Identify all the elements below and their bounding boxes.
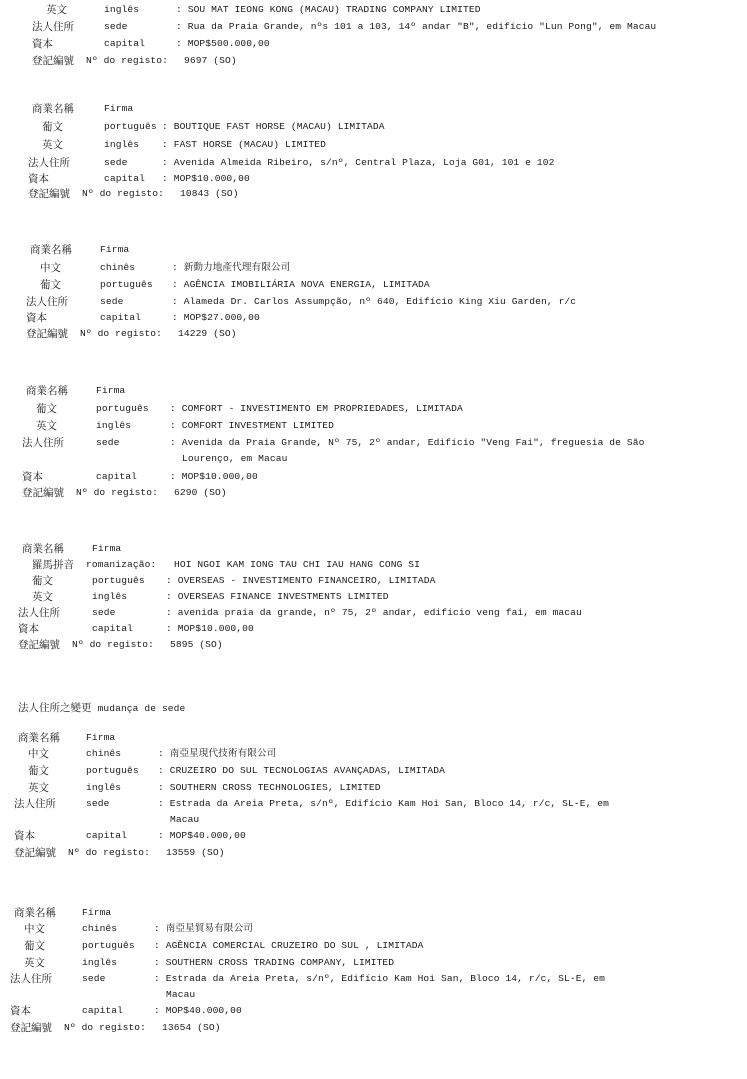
field-row (0, 973, 747, 987)
field-label-pt: português (96, 403, 149, 414)
field-label-pt: capital (100, 312, 142, 323)
field-label-pt: capital (82, 1005, 124, 1016)
field-value: 13654 (SO) (162, 1022, 221, 1033)
field-value: : MOP$10.000,00 (170, 471, 258, 482)
field-label-pt: sede (86, 798, 110, 809)
section-heading-change-of-seat (18, 700, 185, 715)
field-row (0, 907, 747, 921)
field-value: 6290 (SO) (174, 487, 227, 498)
field-value: HOI NGOI KAM IONG TAU CHI IAU HANG CONG SI (174, 559, 421, 570)
field-value: Macau (166, 989, 196, 1000)
field-label-zh: 資本 (28, 173, 49, 185)
field-label-pt: Firma (96, 385, 126, 396)
field-label-zh: 法人住所 (18, 607, 60, 619)
field-label-zh: 商業名稱 (18, 732, 60, 744)
field-label-zh: 英文 (36, 420, 57, 432)
field-label-pt: sede (92, 607, 116, 618)
field-label-zh: 中文 (40, 262, 61, 274)
field-value: : SOUTHERN CROSS TECHNOLOGIES, LIMITED (158, 782, 381, 793)
field-row (0, 830, 747, 844)
field-row (0, 732, 747, 746)
field-label-pt: inglês (86, 782, 122, 793)
field-label-zh: 登記編號 (22, 487, 64, 499)
field-label-zh: 登記編號 (14, 847, 56, 859)
field-value: : MOP$40.000,00 (158, 830, 246, 841)
field-label-zh: 法人住所 (26, 296, 68, 308)
field-value: : Rua da Praia Grande, nºs 101 a 103, 14º andar "B", edifício "Lun Pong", em Macau (176, 21, 657, 32)
field-label-zh: 英文 (32, 591, 53, 603)
field-value: : Estrada da Areia Preta, s/nº, Edifício Kam Hoi San, Bloco 14, r/c, SL-E, em (154, 973, 606, 984)
field-label-pt: Firma (82, 907, 112, 918)
field-row (0, 453, 747, 467)
field-label-zh: 資本 (26, 312, 47, 324)
field-label-pt: Nº do registo: (64, 1022, 147, 1033)
field-value: : Alameda Dr. Carlos Assumpção, nº 640, Edifício King Xiu Garden, r/c (172, 296, 577, 307)
field-row (0, 487, 747, 501)
field-label-zh: 商業名稱 (32, 103, 74, 115)
field-label-pt: chinês (86, 748, 122, 759)
field-label-zh: 葡文 (28, 765, 49, 777)
field-value: : MOP$40.000,00 (154, 1005, 242, 1016)
field-row (0, 157, 747, 171)
field-value: : AGÊNCIA IMOBILIÁRIA NOVA ENERGIA, LIMITADA (172, 279, 430, 290)
field-row (0, 173, 747, 187)
field-value: : MOP$10.000,00 (166, 623, 254, 634)
field-row (0, 103, 747, 117)
field-label-pt: inglês (82, 957, 118, 968)
field-row (0, 607, 747, 621)
field-row (0, 328, 747, 342)
field-label-pt: Nº do registo: (80, 328, 163, 339)
field-value: Lourenço, em Macau (182, 453, 288, 464)
field-label-zh: 葡文 (36, 403, 57, 415)
field-row (0, 1022, 747, 1036)
field-row (0, 923, 747, 937)
field-label-pt: chinês (100, 262, 136, 273)
field-value: : 南亞星貿易有限公司 (154, 923, 253, 934)
field-row (0, 121, 747, 135)
field-label-pt: inglês (104, 139, 140, 150)
field-row (0, 989, 747, 1003)
section-heading-zh: 法人住所之變更 (18, 702, 92, 714)
field-label-pt: inglês (104, 4, 140, 15)
field-label-pt: Nº do registo: (72, 639, 155, 650)
field-value: 10843 (SO) (180, 188, 239, 199)
field-label-zh: 資本 (14, 830, 35, 842)
field-label-pt: chinês (82, 923, 118, 934)
field-label-pt: Firma (104, 103, 134, 114)
field-label-pt: capital (86, 830, 128, 841)
field-value: 5895 (SO) (170, 639, 223, 650)
field-label-pt: português (92, 575, 145, 586)
field-row (0, 623, 747, 637)
field-label-zh: 資本 (22, 471, 43, 483)
field-label-zh: 法人住所 (22, 437, 64, 449)
field-label-pt: sede (104, 21, 128, 32)
field-value: : 新動力地產代理有限公司 (172, 262, 291, 273)
field-label-zh: 法人住所 (32, 21, 74, 33)
field-row (0, 139, 747, 153)
field-row (0, 296, 747, 310)
field-label-pt: inglês (96, 420, 132, 431)
field-label-zh: 羅馬拼音 (32, 559, 74, 571)
field-label-zh: 登記編號 (10, 1022, 52, 1034)
field-label-pt: Nº do registo: (86, 55, 169, 66)
field-label-pt: Nº do registo: (68, 847, 151, 858)
field-row (0, 403, 747, 417)
field-label-zh: 登記編號 (26, 328, 68, 340)
field-value: : AGÊNCIA COMERCIAL CRUZEIRO DO SUL , LIMITADA (154, 940, 424, 951)
field-label-pt: inglês (92, 591, 128, 602)
field-value: : MOP$10.000,00 (162, 173, 250, 184)
field-label-pt: capital (104, 38, 146, 49)
field-row (0, 437, 747, 451)
field-value: : avenida praia da grande, nº 75, 2º andar, edifício veng fai, em macau (166, 607, 582, 618)
field-row (0, 262, 747, 276)
field-label-pt: capital (92, 623, 134, 634)
field-row (0, 575, 747, 589)
field-row (0, 765, 747, 779)
field-label-pt: português (100, 279, 153, 290)
field-label-zh: 資本 (32, 38, 53, 50)
field-row (0, 748, 747, 762)
field-label-zh: 法人住所 (10, 973, 52, 985)
field-row (0, 312, 747, 326)
field-row (0, 847, 747, 861)
field-label-pt: sede (100, 296, 124, 307)
field-label-zh: 登記編號 (28, 188, 70, 200)
field-value: : SOUTHERN CROSS TRADING COMPANY, LIMITED (154, 957, 395, 968)
field-label-pt: sede (104, 157, 128, 168)
field-value: : Estrada da Areia Preta, s/nº, Edifício Kam Hoi San, Bloco 14, r/c, SL-E, em (158, 798, 610, 809)
field-row (0, 814, 747, 828)
field-label-zh: 登記編號 (18, 639, 60, 651)
field-row (0, 38, 747, 52)
field-value: : OVERSEAS FINANCE INVESTMENTS LIMITED (166, 591, 389, 602)
field-row (0, 798, 747, 812)
field-row (0, 543, 747, 557)
field-row (0, 1005, 747, 1019)
field-label-zh: 商業名稱 (22, 543, 64, 555)
field-label-pt: Nº do registo: (82, 188, 165, 199)
field-label-zh: 登記編號 (32, 55, 74, 67)
field-label-pt: Firma (92, 543, 122, 554)
field-label-zh: 法人住所 (14, 798, 56, 810)
field-value: : CRUZEIRO DO SUL TECNOLOGIAS AVANÇADAS, LIMITADA (158, 765, 446, 776)
field-label-zh: 資本 (18, 623, 39, 635)
field-label-pt: romanização: (86, 559, 157, 570)
field-label-zh: 商業名稱 (14, 907, 56, 919)
field-label-pt: capital (104, 173, 146, 184)
field-row (0, 385, 747, 399)
field-label-pt: sede (96, 437, 120, 448)
field-value: : FAST HORSE (MACAU) LIMITED (162, 139, 327, 150)
field-value: : OVERSEAS - INVESTIMENTO FINANCEIRO, LIMITADA (166, 575, 436, 586)
field-label-zh: 英文 (24, 957, 45, 969)
field-value: Macau (170, 814, 200, 825)
field-value: : COMFORT INVESTMENT LIMITED (170, 420, 335, 431)
field-row (0, 471, 747, 485)
field-label-zh: 中文 (24, 923, 45, 935)
field-label-zh: 英文 (46, 4, 67, 16)
field-label-zh: 商業名稱 (30, 244, 72, 256)
field-value: : Avenida da Praia Grande, Nº 75, 2º andar, Edifício "Veng Fai", freguesia de São (170, 437, 645, 448)
field-label-zh: 英文 (28, 782, 49, 794)
field-label-zh: 葡文 (24, 940, 45, 952)
field-label-zh: 葡文 (42, 121, 63, 133)
field-row (0, 279, 747, 293)
field-row (0, 55, 747, 69)
section-heading-pt: mudança de sede (97, 703, 186, 714)
field-label-pt: capital (96, 471, 138, 482)
field-label-pt: Nº do registo: (76, 487, 159, 498)
field-label-pt: português (86, 765, 139, 776)
field-row (0, 559, 747, 573)
field-label-zh: 中文 (28, 748, 49, 760)
field-label-pt: Firma (86, 732, 116, 743)
field-value: : BOUTIQUE FAST HORSE (MACAU) LIMITADA (162, 121, 385, 132)
field-row (0, 940, 747, 954)
field-label-zh: 資本 (10, 1005, 31, 1017)
field-value: 13559 (SO) (166, 847, 225, 858)
field-value: 14229 (SO) (178, 328, 237, 339)
field-label-pt: português (104, 121, 157, 132)
field-value: : MOP$500.000,00 (176, 38, 270, 49)
field-row (0, 21, 747, 35)
field-value: : 南亞星現代技術有限公司 (158, 748, 277, 759)
field-row (0, 244, 747, 258)
field-value: : SOU MAT IEONG KONG (MACAU) TRADING COMPANY LIMITED (176, 4, 481, 15)
field-row (0, 639, 747, 653)
field-label-zh: 葡文 (40, 279, 61, 291)
field-label-pt: português (82, 940, 135, 951)
field-label-pt: Firma (100, 244, 130, 255)
field-label-zh: 英文 (42, 139, 63, 151)
field-row (0, 591, 747, 605)
field-label-pt: sede (82, 973, 106, 984)
field-row (0, 188, 747, 202)
field-label-zh: 葡文 (32, 575, 53, 587)
field-value: : MOP$27.000,00 (172, 312, 260, 323)
field-row (0, 957, 747, 971)
field-row (0, 782, 747, 796)
field-label-zh: 法人住所 (28, 157, 70, 169)
field-value: : Avenida Almeida Ribeiro, s/nº, Central Plaza, Loja G01, 101 e 102 (162, 157, 555, 168)
field-value: : COMFORT - INVESTIMENTO EM PROPRIEDADES, LIMITADA (170, 403, 463, 414)
field-row (0, 4, 747, 18)
field-value: 9697 (SO) (184, 55, 237, 66)
field-row (0, 420, 747, 434)
field-label-zh: 商業名稱 (26, 385, 68, 397)
